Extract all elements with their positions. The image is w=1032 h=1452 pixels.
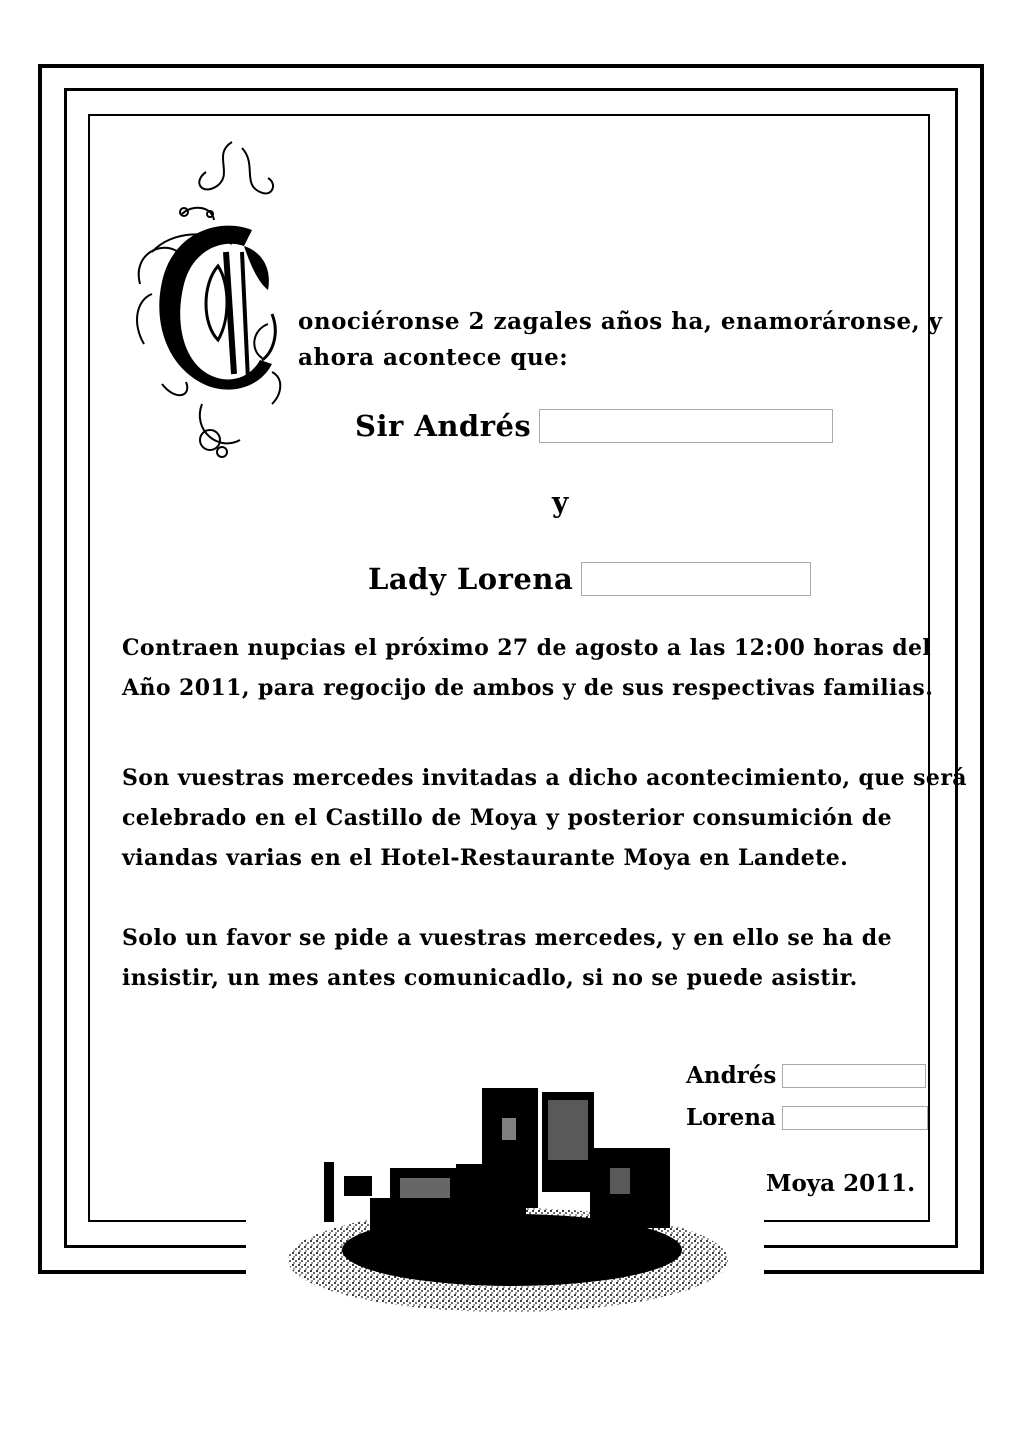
- paragraph-line: Solo un favor se pide a vuestras mercedes, y en ello se ha de: [122, 925, 892, 951]
- paragraph-line: viandas varias en el Hotel-Restaurante Moya en Landete.: [122, 845, 849, 871]
- bride-name-field[interactable]: [581, 562, 811, 596]
- place-date: Moya 2011.: [766, 1170, 916, 1197]
- intro-line-2: ahora acontece que:: [298, 344, 569, 371]
- groom-signature-label: Andrés: [686, 1062, 777, 1089]
- groom-signature-row: [686, 1062, 926, 1089]
- paragraph-line: celebrado en el Castillo de Moya y posterior consumición de: [122, 805, 892, 831]
- castle-illustration: [280, 1078, 736, 1318]
- intro-line-1: onociéronse 2 zagales años ha, enamoráronse, y: [298, 308, 943, 335]
- rsvp-paragraph: [122, 918, 892, 998]
- bride-label: Lady Lorena: [368, 562, 574, 596]
- groom-name-row: [355, 409, 833, 443]
- bride-signature-row: [686, 1104, 928, 1131]
- wedding-date-paragraph: [122, 628, 934, 708]
- groom-name-field[interactable]: [539, 409, 833, 443]
- bride-name-row: [368, 562, 811, 596]
- paragraph-line: Contraen nupcias el próximo 27 de agosto a las 12:00 horas del: [122, 635, 932, 661]
- paragraph-line: Son vuestras mercedes invitadas a dicho acontecimiento, que será: [122, 765, 967, 791]
- illuminated-initial: [122, 134, 292, 466]
- groom-label: Sir Andrés: [355, 409, 532, 443]
- groom-signature-field[interactable]: [782, 1064, 926, 1088]
- paragraph-line: insistir, un mes antes comunicadlo, si no se puede asistir.: [122, 965, 858, 991]
- bride-signature-label: Lorena: [686, 1104, 776, 1131]
- conjunction: y: [552, 486, 569, 519]
- venue-paragraph: [122, 758, 967, 878]
- bride-signature-field[interactable]: [782, 1106, 928, 1130]
- paragraph-line: Año 2011, para regocijo de ambos y de sus respectivas familias.: [122, 675, 934, 701]
